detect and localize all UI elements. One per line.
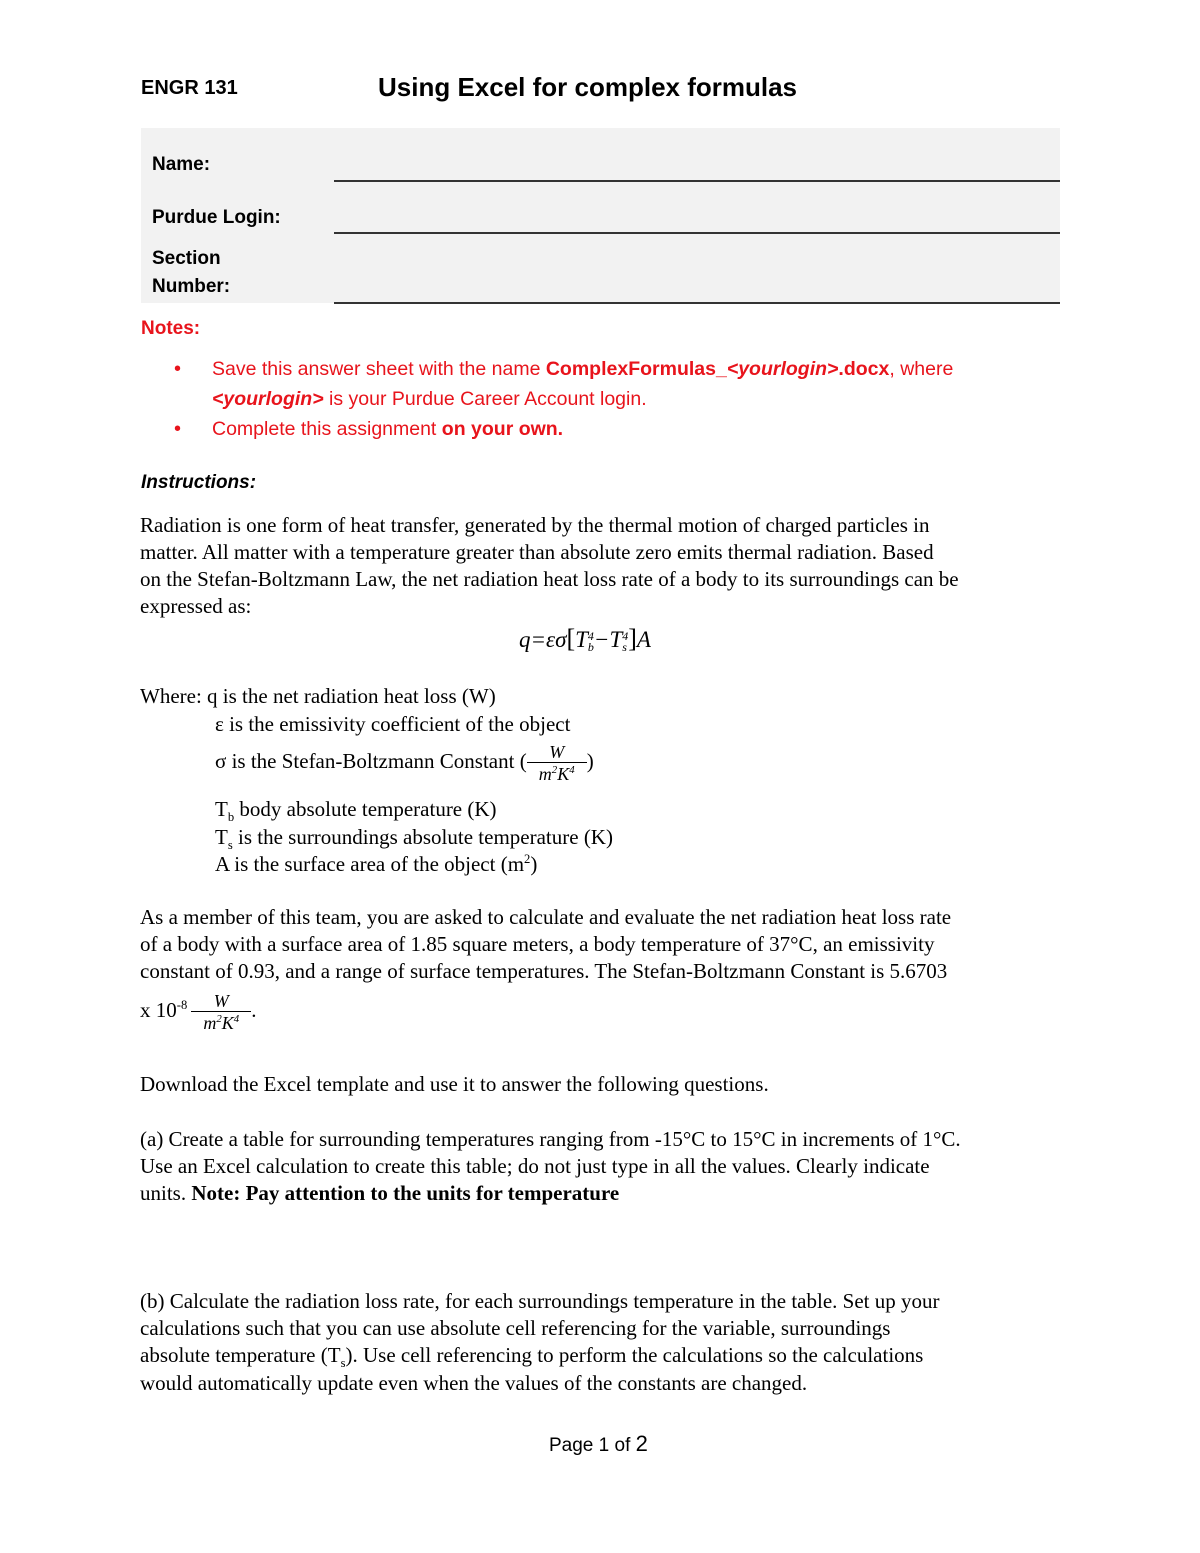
- para-2-constant: x $10^{-8}$ $\frac{W}{m^2K^4}$ .: [140, 991, 257, 1033]
- para-1-line: Radiation is one form of heat transfer, generated by the thermal motion of charged particles in: [140, 513, 930, 537]
- question-a-line: (a) Create a table for surrounding temperatures ranging from -15°C to 15°C in increments of 1°C.: [140, 1127, 961, 1151]
- question-b-line: (b) Calculate the radiation loss rate, for each surroundings temperature in the table. Set up your: [140, 1289, 940, 1313]
- question-b-line: would automatically update even when the values of the constants are changed.: [140, 1371, 808, 1395]
- para-2-line: constant of 0.93, and a range of surface temperatures. The Stefan-Boltzmann Constant is 5.6703: [140, 959, 948, 983]
- para-2-line: As a member of this team, you are asked to calculate and evaluate the net radiation heat loss rate: [140, 905, 952, 929]
- note-2: Complete this assignment on your own.: [212, 418, 564, 440]
- question-b-line: calculations such that you can use absolute cell referencing for the variable, surroundings: [140, 1316, 891, 1340]
- notes-title: Notes:: [141, 318, 201, 339]
- para-1-line: expressed as:: [140, 594, 252, 618]
- bullet-icon: •: [174, 418, 182, 440]
- tb-definition: $T_b$ body absolute temperature (K): [215, 797, 497, 825]
- para-3: Download the Excel template and use it to answer the following questions.: [140, 1072, 769, 1096]
- para-2-line: of a body with a surface area of 1.85 square meters, a body temperature of 37°C, an emissivity: [140, 932, 935, 956]
- question-a-line: Use an Excel calculation to create this table; do not just type in all the values. Clearly indicate: [140, 1154, 930, 1178]
- login-field[interactable]: [334, 232, 1060, 234]
- name-field[interactable]: [334, 180, 1060, 182]
- question-a-line: units. Note: Pay attention to the units for temperature: [140, 1181, 620, 1205]
- formula: q=εσ[T 4 b −T 4 s ]A: [519, 624, 651, 654]
- section-label-1: Section: [152, 248, 221, 269]
- para-1-line: matter. All matter with a temperature greater than absolute zero emits thermal radiation. Based: [140, 540, 934, 564]
- sigma-definition: σ is the Stefan-Boltzmann Constant ( $\frac{W}{m^2K^4}$ ): [215, 742, 594, 784]
- area-definition: A is the surface area of the object $(m^2)$: [215, 852, 538, 876]
- note-1-line-2: <yourlogin> is your Purdue Career Account login.: [212, 388, 647, 410]
- section-label-2: Number:: [152, 276, 231, 297]
- sigma-unit-fraction: $\frac{W}{m^2K^4}$: [527, 743, 587, 783]
- note-1-line-1: Save this answer sheet with the name ComplexFormulas_<yourlogin>.docx, where: [212, 358, 954, 380]
- where-line: Where: q is the net radiation heat loss (W): [140, 684, 496, 708]
- course-code: ENGR 131: [141, 77, 238, 99]
- instructions-title: Instructions:: [141, 472, 257, 493]
- question-b-line: absolute temperature $(T_s)$. Use cell referencing to perform the calculations so the calculations: [140, 1343, 924, 1371]
- page-title: Using Excel for complex formulas: [378, 72, 798, 102]
- name-label: Name:: [152, 154, 211, 175]
- page-number: Page 1 of 2: [549, 1431, 648, 1456]
- para-1-line: on the Stefan-Boltzmann Law, the net radiation heat loss rate of a body to its surroundings can be: [140, 567, 959, 591]
- ts-definition: $T_s$ is the surroundings absolute temperature (K): [215, 825, 613, 853]
- login-label: Purdue Login:: [152, 207, 281, 228]
- bullet-icon: •: [174, 358, 182, 380]
- section-field[interactable]: [334, 302, 1060, 304]
- epsilon-definition: ε is the emissivity coefficient of the object: [215, 712, 571, 736]
- constant-unit-fraction: $\frac{W}{m^2K^4}$: [191, 992, 251, 1032]
